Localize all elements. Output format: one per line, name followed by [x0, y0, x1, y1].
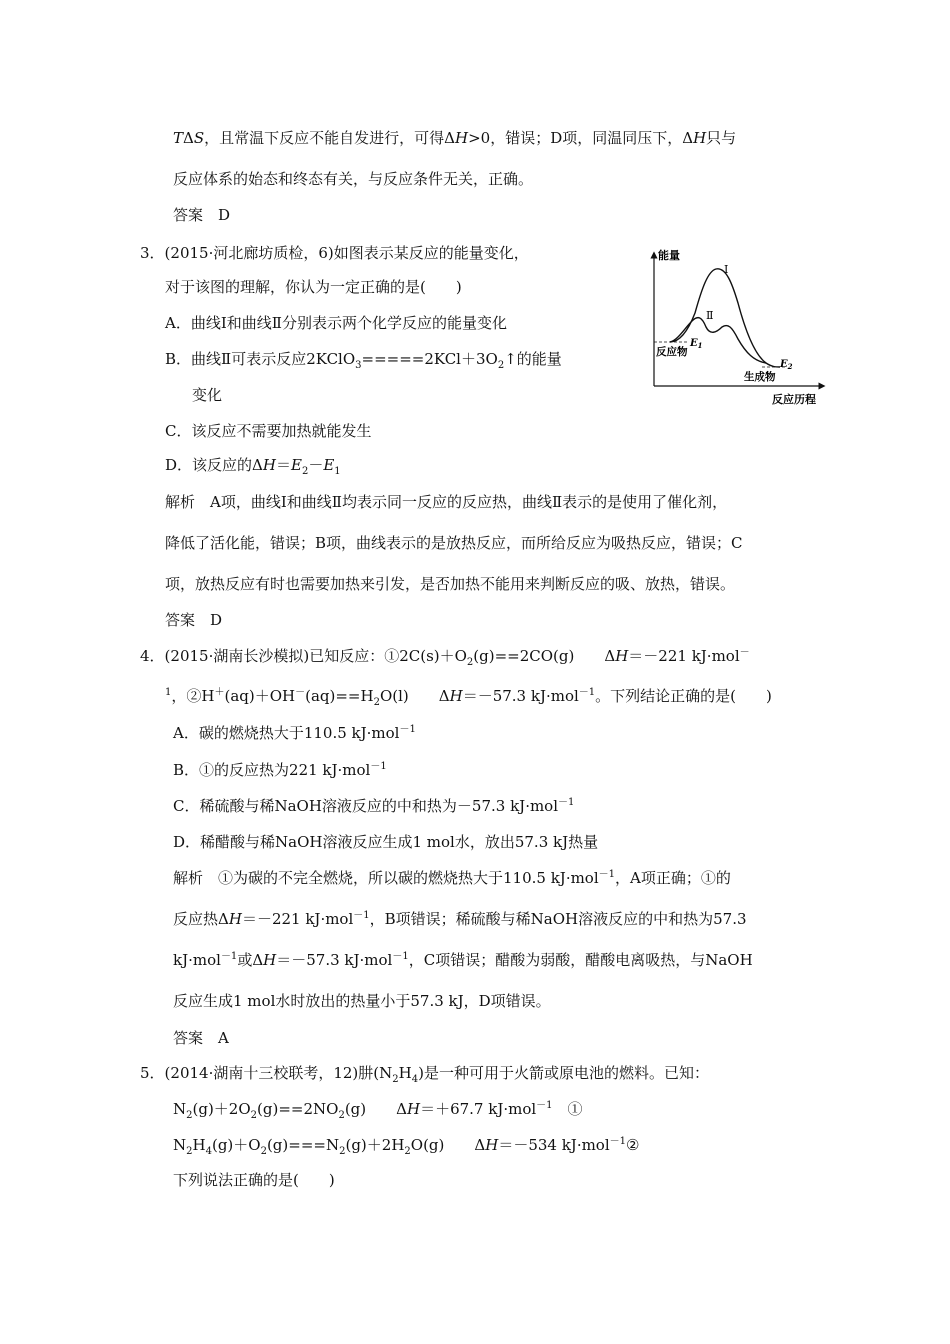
curve-2-label: Ⅱ — [706, 309, 714, 322]
text: ＝－57.3 kJ·mol — [462, 687, 579, 705]
q5-equation-1 — [173, 1099, 583, 1119]
text: ，②H — [171, 687, 215, 705]
q4-option-b — [173, 760, 387, 780]
q4-answer: 答案 A — [173, 1029, 229, 1047]
subscript: 1 — [334, 466, 341, 477]
subscript: 2 — [250, 1110, 258, 1121]
text: H — [192, 1136, 206, 1154]
product-label: 生成物 — [744, 371, 776, 383]
superscript: －1 — [598, 869, 616, 880]
superscript: －1 — [609, 1136, 627, 1147]
text: 4．(2015·湖南长沙模拟)已知反应：①2C(s)＋O — [140, 647, 467, 665]
e1-label: $E_1$ — [690, 338, 703, 350]
q3-option-b-cont: 变化 — [192, 386, 223, 404]
q4-stem-line-1 — [140, 646, 750, 666]
superscript: －1 — [536, 1100, 553, 1111]
subscript: 2 — [392, 1074, 399, 1085]
subscript: 2 — [339, 1146, 346, 1157]
text: H — [263, 951, 277, 969]
subscript: 2 — [373, 697, 380, 708]
text: O(l) Δ — [379, 687, 450, 705]
q4-stem-line-2 — [165, 686, 772, 706]
text: >0，错误；D项，同温同压下，Δ — [468, 129, 694, 147]
q4-option-c — [173, 796, 574, 816]
text: ，C项错误；醋酸为弱酸，醋酸电离吸热，与NaOH — [408, 951, 753, 969]
superscript: － — [295, 687, 306, 698]
text: ＝－57.3 kJ·mol — [276, 951, 393, 969]
superscript: －1 — [558, 797, 575, 808]
text: H — [449, 687, 463, 705]
q3-option-a: A．曲线Ⅰ和曲线Ⅱ分别表示两个化学反应的能量变化 — [165, 314, 507, 332]
superscript: －1 — [399, 724, 416, 735]
text: B．①的反应热为221 kJ·mol — [173, 761, 371, 779]
text: (g)＋2H — [345, 1136, 405, 1154]
curve-1-label: Ⅰ — [724, 263, 729, 276]
text: 只与 — [706, 129, 737, 147]
text: (aq)==H — [305, 687, 374, 705]
text: )是一种可用于火箭或原电池的燃料。已知： — [418, 1064, 709, 1082]
text: kJ·mol — [173, 951, 221, 969]
text: ＝－221 kJ·mol — [241, 910, 354, 928]
text: ＝ — [275, 456, 291, 474]
subscript: 3 — [355, 360, 362, 371]
text: ，A项正确；①的 — [615, 869, 731, 887]
text: O(g) Δ — [410, 1136, 486, 1154]
superscript: －1 — [370, 761, 387, 772]
y-axis-label: 能量 — [658, 249, 680, 262]
q4-option-a — [173, 723, 416, 743]
text: H — [615, 647, 629, 665]
subscript: 2 — [186, 1146, 193, 1157]
text: Δ — [183, 129, 194, 147]
superscript: －1 — [220, 951, 238, 962]
text: H — [398, 1064, 412, 1082]
q3-answer: 答案 D — [165, 611, 223, 629]
subscript: 2 — [301, 466, 309, 477]
subscript: 2 — [186, 1110, 193, 1121]
text: N — [173, 1100, 187, 1118]
prev-answer: 答案 D — [173, 206, 231, 224]
reactant-label: 反应物 — [656, 346, 688, 358]
q5-equation-2 — [173, 1135, 639, 1155]
q3-option-c: C．该反应不需要加热就能发生 — [165, 422, 372, 440]
energy-diagram — [640, 243, 830, 408]
text: ＝－221 kJ·mol — [628, 647, 740, 665]
text: ，B项错误；稀硫酸与稀NaOH溶液反应的中和热为57.3 — [369, 910, 747, 928]
q4-analysis-line-4: 反应生成1 mol水时放出的热量小于57.3 kJ，D项错误。 — [173, 992, 551, 1010]
subscript: 2 — [404, 1146, 411, 1157]
text: 解析 ①为碳的不完全燃烧，所以碳的燃烧热大于110.5 kJ·mol — [173, 869, 599, 887]
q3-analysis-line-3: 项，放热反应有时也需要加热来引发，是否加热不能用来判断反应的吸、放热，错误。 — [165, 575, 736, 593]
text: (g)==2NO — [257, 1100, 339, 1118]
text: E — [323, 456, 335, 474]
subscript: 2 — [260, 1146, 267, 1157]
text: ＝－534 kJ·mol — [498, 1136, 610, 1154]
q3-analysis-line-1: 解析 A项，曲线Ⅰ和曲线Ⅱ均表示同一反应的反应热，曲线Ⅱ表示的是使用了催化剂， — [165, 493, 728, 511]
text: H — [406, 1100, 421, 1118]
subscript: 2 — [338, 1110, 345, 1121]
q3-option-d — [165, 455, 341, 475]
q4-analysis-line-2 — [173, 909, 747, 929]
q5-stem-line-1 — [140, 1063, 709, 1083]
superscript: 1 — [165, 687, 172, 698]
q3-option-b — [165, 349, 562, 369]
text: 反应热Δ — [173, 910, 229, 928]
text: (g)＋O — [211, 1136, 261, 1154]
text: 。下列结论正确的是( ) — [595, 687, 772, 705]
subscript: 4 — [205, 1146, 212, 1157]
text: E — [290, 456, 302, 474]
text: ，且常温下反应不能自发进行，可得Δ — [204, 129, 455, 147]
x-axis-label: 反应历程 — [772, 393, 816, 406]
prev-analysis-line-1 — [173, 128, 736, 148]
text: D．该反应的Δ — [165, 456, 263, 474]
subscript: 4 — [411, 1074, 419, 1085]
text: (g) Δ — [344, 1100, 407, 1118]
subscript: 2 — [497, 360, 505, 371]
text: 5．(2014·湖南十三校联考，12)肼(N — [140, 1064, 393, 1082]
q4-analysis-line-1 — [173, 868, 731, 888]
text: C．稀硫酸与稀NaOH溶液反应的中和热为－57.3 kJ·mol — [173, 797, 559, 815]
superscript: －1 — [392, 951, 409, 962]
q3-stem-line-2: 对于该图的理解，你认为一定正确的是( ) — [165, 278, 462, 296]
text: A．碳的燃烧热大于110.5 kJ·mol — [173, 724, 400, 742]
text: － — [308, 456, 324, 474]
text: B．曲线Ⅱ可表示反应2KClO — [165, 350, 356, 368]
text: ＝＋67.7 kJ·mol — [420, 1100, 537, 1118]
superscript: －1 — [578, 687, 596, 698]
text: (g)===N — [266, 1136, 340, 1154]
prev-analysis-line-2: 反应体系的始态和终态有关，与反应条件无关，正确。 — [173, 170, 534, 188]
text: H — [485, 1136, 499, 1154]
text: S — [193, 129, 205, 147]
text: (g)==2CO(g) Δ — [473, 647, 616, 665]
text: ① — [552, 1100, 583, 1118]
text: ↑的能量 — [504, 350, 562, 368]
text: H — [262, 456, 276, 474]
q3-analysis-line-2: 降低了活化能，错误；B项，曲线表示的是放热反应，而所给反应为吸热反应，错误；C — [165, 534, 743, 552]
q3-stem-line-1: 3．(2015·河北廊坊质检，6)如图表示某反应的能量变化， — [140, 244, 529, 262]
q4-option-d: D．稀醋酸与稀NaOH溶液反应生成1 mol水，放出57.3 kJ热量 — [173, 833, 599, 851]
text: N — [173, 1136, 187, 1154]
q5-stem-line-2: 下列说法正确的是( ) — [173, 1171, 335, 1189]
q4-analysis-line-3 — [173, 950, 753, 970]
subscript: 2 — [466, 657, 474, 668]
e2-label: $E_2$ — [780, 359, 793, 371]
text: (g)＋2O — [192, 1100, 251, 1118]
text: H — [693, 129, 707, 147]
superscript: ＋ — [214, 687, 225, 698]
text: H — [228, 910, 242, 928]
text: ② — [626, 1136, 640, 1154]
text: 或Δ — [237, 951, 264, 969]
superscript: －1 — [353, 910, 370, 921]
superscript: － — [739, 647, 750, 658]
text: H — [454, 129, 469, 147]
text: =====2KCl＋3O — [361, 350, 498, 368]
text: (aq)＋OH — [224, 687, 296, 705]
text: T — [173, 129, 184, 147]
